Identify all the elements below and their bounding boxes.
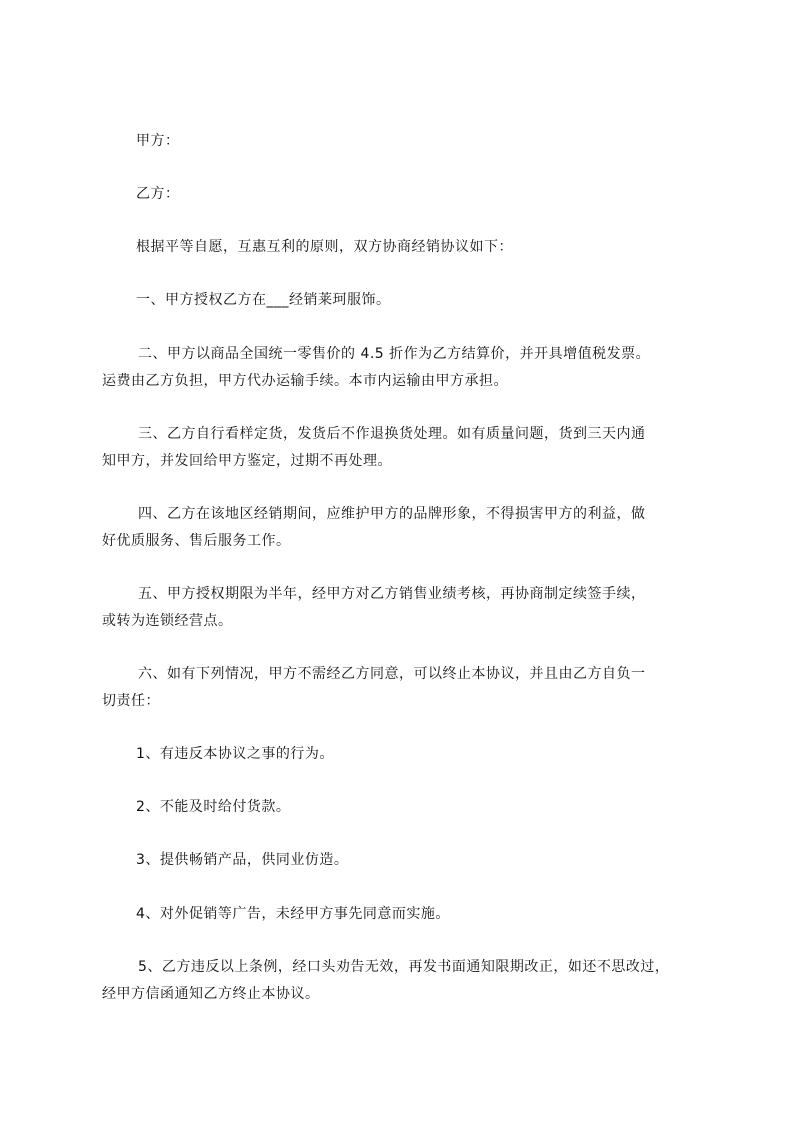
party-b-label: 乙方： — [136, 186, 180, 202]
clause-4-line-2: 好优质服务、售后服务工作。 — [102, 533, 291, 549]
clause-2-line-1: 二、甲方以商品全国统一零售价的 4.5 折作为乙方结算价，并开具增值税发票。 — [138, 346, 651, 362]
party-a-label: 甲方： — [136, 133, 180, 149]
clause-4-line-1: 四、乙方在该地区经销期间，应维护甲方的品牌形象，不得损害甲方的利益，做 — [138, 506, 646, 522]
item-2: 2、不能及时给付货款。 — [136, 799, 291, 815]
clause-5-line-2: 或转为连锁经营点。 — [102, 613, 233, 629]
clause-6-line-1: 六、如有下列情况，甲方不需经乙方同意，可以终止本协议，并且由乙方自负一 — [138, 666, 646, 682]
clause-1: 一、甲方授权乙方在___经销莱珂服饰。 — [136, 292, 391, 308]
item-5-line-1: 5、乙方违反以上条例，经口头劝告无效，再发书面通知限期改正，如还不思改过， — [138, 959, 670, 975]
item-4: 4、对外促销等广告，未经甲方事先同意而实施。 — [136, 906, 450, 922]
item-5-line-2: 经甲方信函通知乙方终止本协议。 — [102, 986, 320, 1002]
clause-3-line-1: 三、乙方自行看样定货，发货后不作退换货处理。如有质量问题，货到三天内通 — [138, 426, 646, 442]
item-3: 3、提供畅销产品，供同业仿造。 — [136, 852, 349, 868]
clause-6-line-2: 切责任： — [102, 693, 160, 709]
intro-paragraph: 根据平等自愿，互惠互利的原则，双方协商经销协议如下： — [136, 239, 513, 255]
item-1: 1、有违反本协议之事的行为。 — [136, 746, 334, 762]
clause-2-line-2: 运费由乙方负担，甲方代办运输手续。本市内运输由甲方承担。 — [102, 373, 508, 389]
clause-5-line-1: 五、甲方授权期限为半年，经甲方对乙方销售业绩考核，再协商制定续签手续， — [138, 586, 646, 602]
clause-3-line-2: 知甲方，并发回给甲方鉴定，过期不再处理。 — [102, 453, 392, 469]
